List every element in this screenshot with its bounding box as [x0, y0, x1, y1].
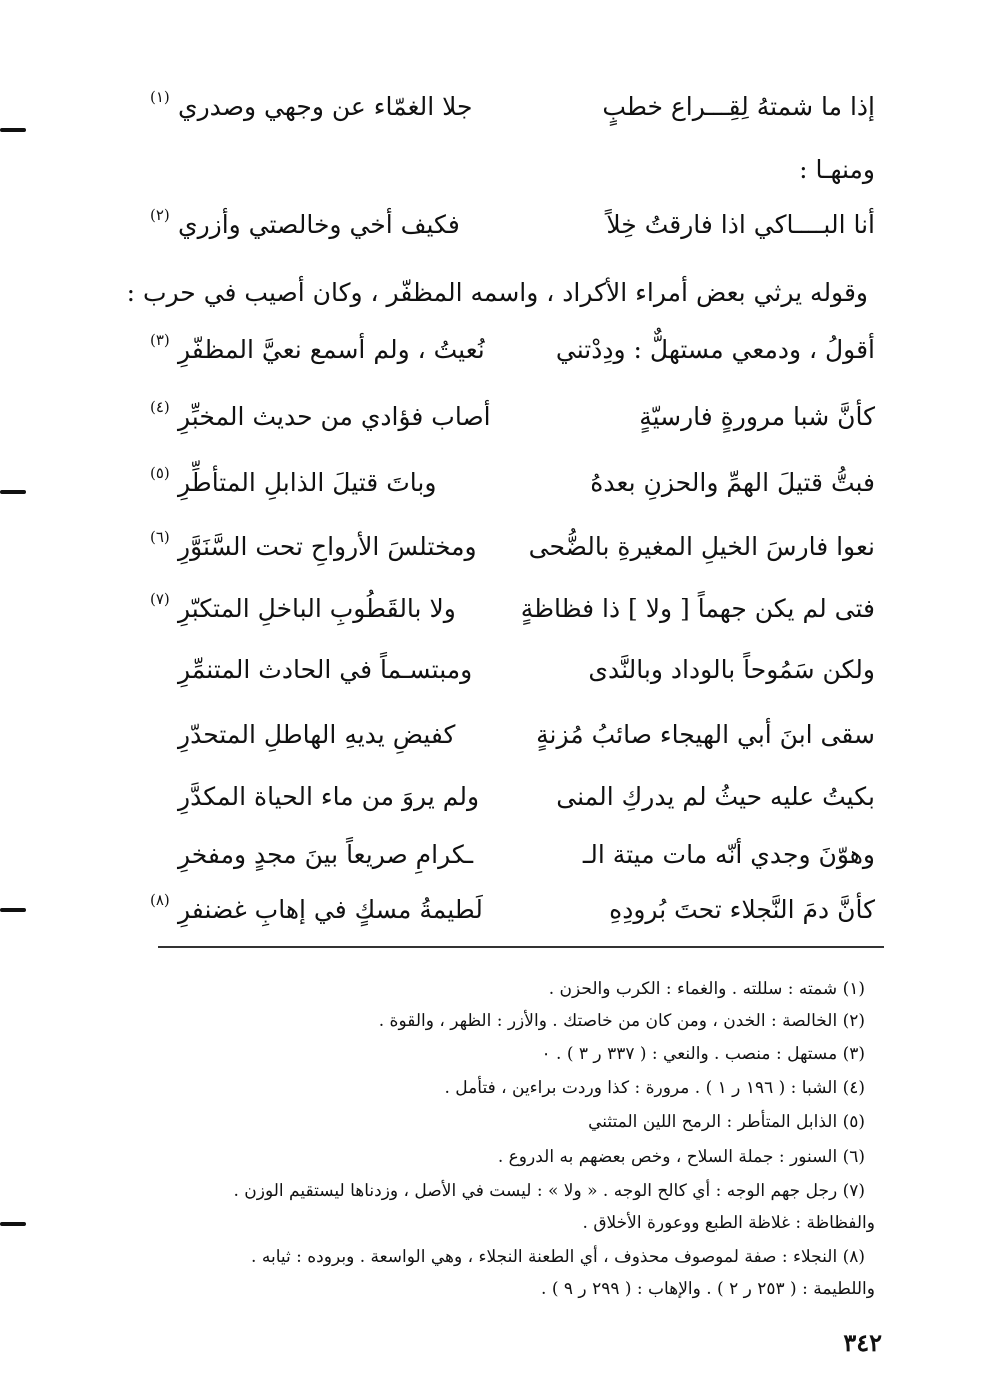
footnote-marker: (٢)	[150, 206, 170, 224]
footnote: (٨) النجلاء : صفة لموصوف محذوف ، أي الطعنة النجلاء ، وهي الواسعة . وبروده : ثيابه .	[251, 1247, 865, 1267]
verse-first-hemistich: كأنَّ دمَ النَّجلاء تحتَ بُرودِهِ	[609, 895, 875, 924]
verse-first-hemistich: فبتُّ قتيلَ الهمِّ والحزنِ بعدهُ	[590, 468, 875, 497]
footnote-marker: (٧)	[150, 590, 170, 608]
verse-second-hemistich: وباتَ قتيلَ الذابلِ المتأطِّرِ	[178, 468, 437, 497]
verse-row	[150, 392, 875, 442]
footnote-marker: (٣)	[150, 331, 170, 349]
verse-second-hemistich: ـكرامِ صريعاً بينَ مجدٍ ومفخرِ	[178, 840, 474, 869]
verse-first-hemistich: أقولُ ، ودمعي مستهلٌّ : ودِدْتني	[555, 335, 875, 364]
verse-row	[150, 645, 875, 695]
footnote: (٦) السنور : جملة السلاح ، وخص بعضهم به الدروع .	[497, 1147, 865, 1167]
verse-second-hemistich: ومختلسَ الأرواحِ تحت السَّنَوَّرِ	[178, 532, 477, 561]
margin-mark	[0, 128, 26, 132]
verse-first-hemistich: إذا ما شمتهُ لِقِـــراع خطبٍ	[602, 92, 875, 121]
footnote-continuation: والفظاظة : غلاظة الطبع ووعورة الأخلاق .	[582, 1213, 875, 1233]
footnote-marker: (١)	[150, 88, 170, 106]
verse-row	[150, 522, 875, 572]
footnote: (٣) مستهل : منصب . والنعي : ( ٣٣٧ ر ٣ ) . ۰	[541, 1044, 865, 1064]
verse-row	[150, 772, 875, 822]
verse-second-hemistich: جلا الغمّاء عن وجهي وصدري	[178, 92, 473, 121]
footnote: (٤) الشبا : ( ١٩٦ ر ١ ) . مرورة : كذا وردت براءين ، فتأمل .	[444, 1078, 865, 1098]
footnote: (١) شمته : سللته . والغماء : الكرب والحزن .	[548, 979, 865, 999]
verse-second-hemistich: ولا بالقَطُوبِ الباخلِ المتكبّرِ	[178, 594, 456, 623]
verse-row	[150, 710, 875, 760]
page-number: ٣٤٢	[843, 1328, 882, 1357]
verse-row	[150, 82, 875, 132]
footnote-marker: (٥)	[150, 464, 170, 482]
verse-row	[150, 885, 875, 935]
verse-row	[150, 325, 875, 375]
verse-first-hemistich: بكيتُ عليه حيثُ لم يدركِ المنى	[556, 782, 875, 811]
verse-second-hemistich: لَطيمةُ مسكٍ في إهابِ غضنفرِ	[178, 895, 483, 924]
verse-second-hemistich: ولم يروَ من ماء الحياة المكدَّرِ	[178, 782, 480, 811]
verse-second-hemistich: ومبتسـماً في الحادث المتنمِّرِ	[178, 655, 473, 684]
verse-row	[150, 830, 875, 880]
footnote-marker: (٦)	[150, 528, 170, 546]
verse-first-hemistich: فتى لم يكن جهماً [ ولا ] ذا فظاظةٍ	[520, 594, 875, 623]
footnote-marker: (٤)	[150, 398, 170, 416]
footnote-divider	[158, 946, 884, 948]
verse-row	[150, 458, 875, 508]
verse-second-hemistich: أصاب فؤادي من حديث المخبِّرِ	[178, 402, 491, 431]
margin-mark	[0, 490, 26, 494]
footnote: (٢) الخالصة : الخدن ، ومن كان من خاصتك . والأزر : الظهر ، والقوة .	[378, 1011, 865, 1031]
footnote-marker: (٨)	[150, 891, 170, 909]
section-intro: وقوله يرثي بعض أمراء الأكراد ، واسمه المظفّر ، وكان أصيب في حرب :	[126, 278, 868, 307]
footnote-continuation: واللطيمة : ( ٢٥٣ ر ٢ ) . والإهاب : ( ٢٩٩ ر ٩ ) .	[541, 1279, 875, 1299]
verse-first-hemistich: وهوّنَ وجدي أنّه مات ميتة الـ	[582, 840, 875, 869]
verse-first-hemistich: نعوا فارسَ الخيلِ المغيرةِ بالضُّحى	[528, 532, 875, 561]
verse-row	[150, 584, 875, 634]
verse-first-hemistich: أنا البــــاكي اذا فارقتُ خِلاً	[606, 210, 875, 239]
footnote: (٧) رجل جهم الوجه : أي كالح الوجه . « ولا » : ليست في الأصل ، وزدناها ليستقيم الوزن .	[233, 1181, 865, 1201]
footnote: (٥) الذابل المتأطر : الرمح اللين المتثني	[588, 1112, 865, 1132]
verse-second-hemistich: نُعيتُ ، ولم أسمع نعيَّ المظفّرِ	[178, 335, 485, 364]
verse-first-hemistich: سقى ابنَ أبي الهيجاء صائبُ مُزنةٍ	[536, 720, 875, 749]
verse-first-hemistich: كأنَّ شبا مرورةٍ فارسيّةٍ	[639, 402, 875, 431]
verse-second-hemistich: فكيف أخي وخالصتي وأزري	[178, 210, 460, 239]
margin-mark	[0, 908, 26, 912]
margin-mark	[0, 1222, 26, 1226]
section-intro: ومنهـا :	[799, 155, 875, 184]
verse-row	[150, 200, 875, 250]
verse-second-hemistich: كفيضِ يديهِ الهاطلِ المتحدّرِ	[178, 720, 456, 749]
verse-first-hemistich: ولكن سَمُوحاً بالوداد وبالنَّدى	[588, 655, 875, 684]
